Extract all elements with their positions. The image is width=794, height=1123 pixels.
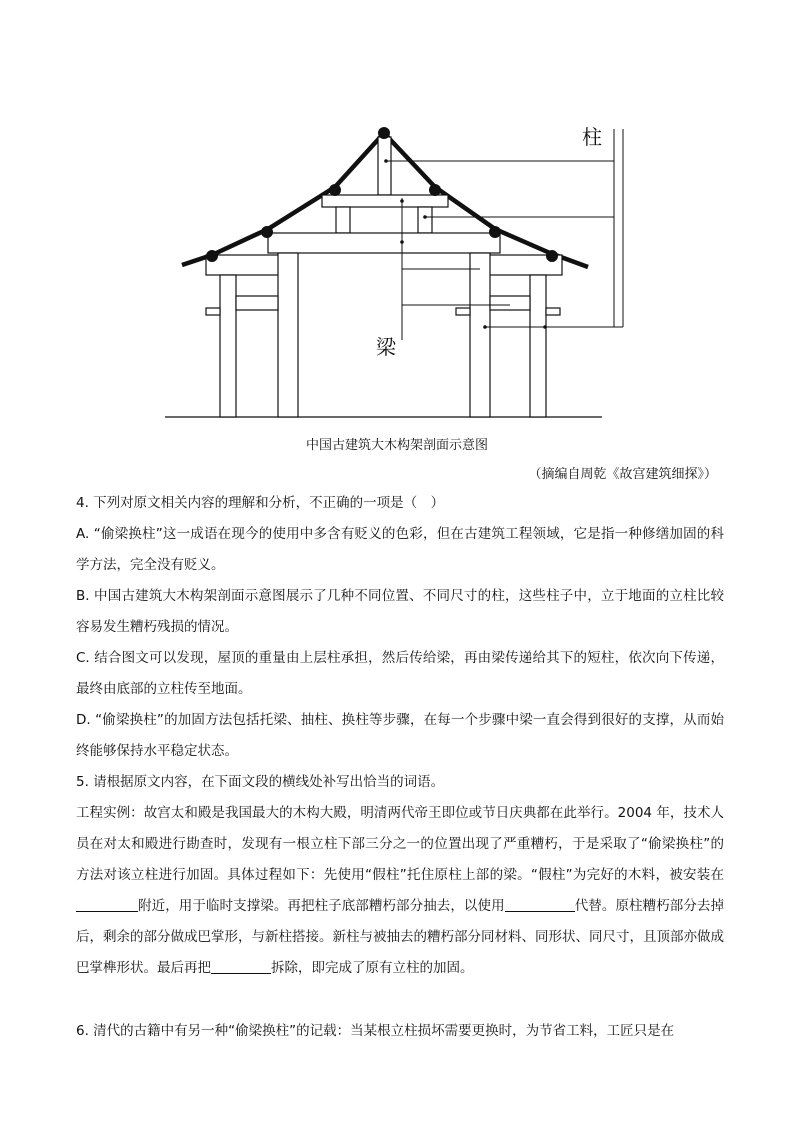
question-6 [76,1016,724,1047]
option-d: D. “偷梁换柱”的加固方法包括托梁、抽柱、换柱等步骤，在每一个步骤中梁一直会得到很好的支撑，从而始终能够保持水平稳定状态。 [76,712,724,759]
passage-part-4: 拆除，即完成了原有立柱的加固。 [271,960,474,976]
passage-part-2: 附近，用于临时支撑梁。再把柱子底部糟朽部分抽去，以使用 [138,898,505,914]
question-5 [76,767,724,984]
middle-short-post-left [336,207,350,233]
figure-source: （摘编自周乾《故宫建筑细探》） [528,467,717,482]
option-b: B. 中国古建筑大木构架剖面示意图展示了几种不同位置、不同尺寸的柱，这些柱子中，立于地面的立柱比较容易发生糟朽残损的情况。 [76,588,724,635]
answer-blank-3[interactable] [211,959,271,974]
upper-beam [322,195,448,207]
purlin-mid-left [261,226,273,238]
main-beam [268,233,500,253]
tie-beam-left [236,296,278,310]
tie-beam-right [490,296,530,310]
purlin-upper-right [429,184,441,196]
question-5-stem: 5. 请根据原文内容，在下面文段的横线处补写出恰当的词语。 [76,774,445,790]
eave-beam-left [206,255,286,275]
outer-column-left [220,275,236,417]
outer-column-right [530,275,546,417]
purlin-eave-left [206,250,218,262]
timber-frame-diagram [150,115,630,425]
question-6-stem: 6. 清代的古籍中有另一种“偷梁换柱”的记载：当某根立柱损坏需要更换时，为节省工料，工匠只是在 [76,1023,675,1039]
option-c: C. 结合图文可以发现，屋顶的重量由上层柱承担，然后传给梁，再由梁传递给其下的短柱，依次向下传递，最终由底部的立柱传至地面。 [76,650,724,697]
interior-column-left [278,253,298,417]
question-4 [76,488,724,767]
label-beam: 梁 [376,335,396,359]
tenon-left [206,308,220,315]
question-4-stem: 4. 下列对原文相关内容的理解和分析，不正确的一项是（ ） [76,495,445,511]
interior-column-right [470,253,490,417]
answer-blank-2[interactable] [505,897,575,912]
purlin-eave-right [546,250,558,262]
passage-part-1: 工程实例：故宫太和殿是我国最大的木构大殿，明清两代帝王即位或节日庆典都在此举行。2004 年，技术人员在对太和殿进行勘查时，发现有一根立柱下部三分之一的位置出现了严重糟朽，于是采取了“偷梁换柱”的方法对该立柱进行加固。具体过程如下：先使用“假柱”托住原柱上部的梁。“假柱”为完好的木料，被安装在 [76,805,724,883]
middle-short-post-right [418,207,432,233]
figure-caption: 中国古建筑大木构架剖面示意图 [305,438,488,453]
question-5-passage [76,798,724,984]
frame-cross-section [150,115,630,425]
purlin-ridge [378,127,390,139]
purlin-upper-left [329,184,341,196]
passage-part-3: 代替。原柱糟朽部分去掉后，剩余的部分做成巴掌形，与新柱搭接。新柱与被抽去的糟朽部分同材料、同形状、同尺寸，且顶部亦做成巴掌榫形状。最后再把 [76,898,725,976]
purlin-mid-right [489,226,501,238]
answer-blank-1[interactable] [76,897,138,912]
tenon-right [546,308,560,315]
top-short-post [378,137,391,195]
tenon-inner-right [456,308,470,315]
label-column: 柱 [582,125,602,149]
option-a: A. “偷梁换柱”这一成语在现今的使用中多含有贬义的色彩，但在古建筑工程领域，它是指一种修缮加固的科学方法，完全没有贬义。 [76,526,724,573]
